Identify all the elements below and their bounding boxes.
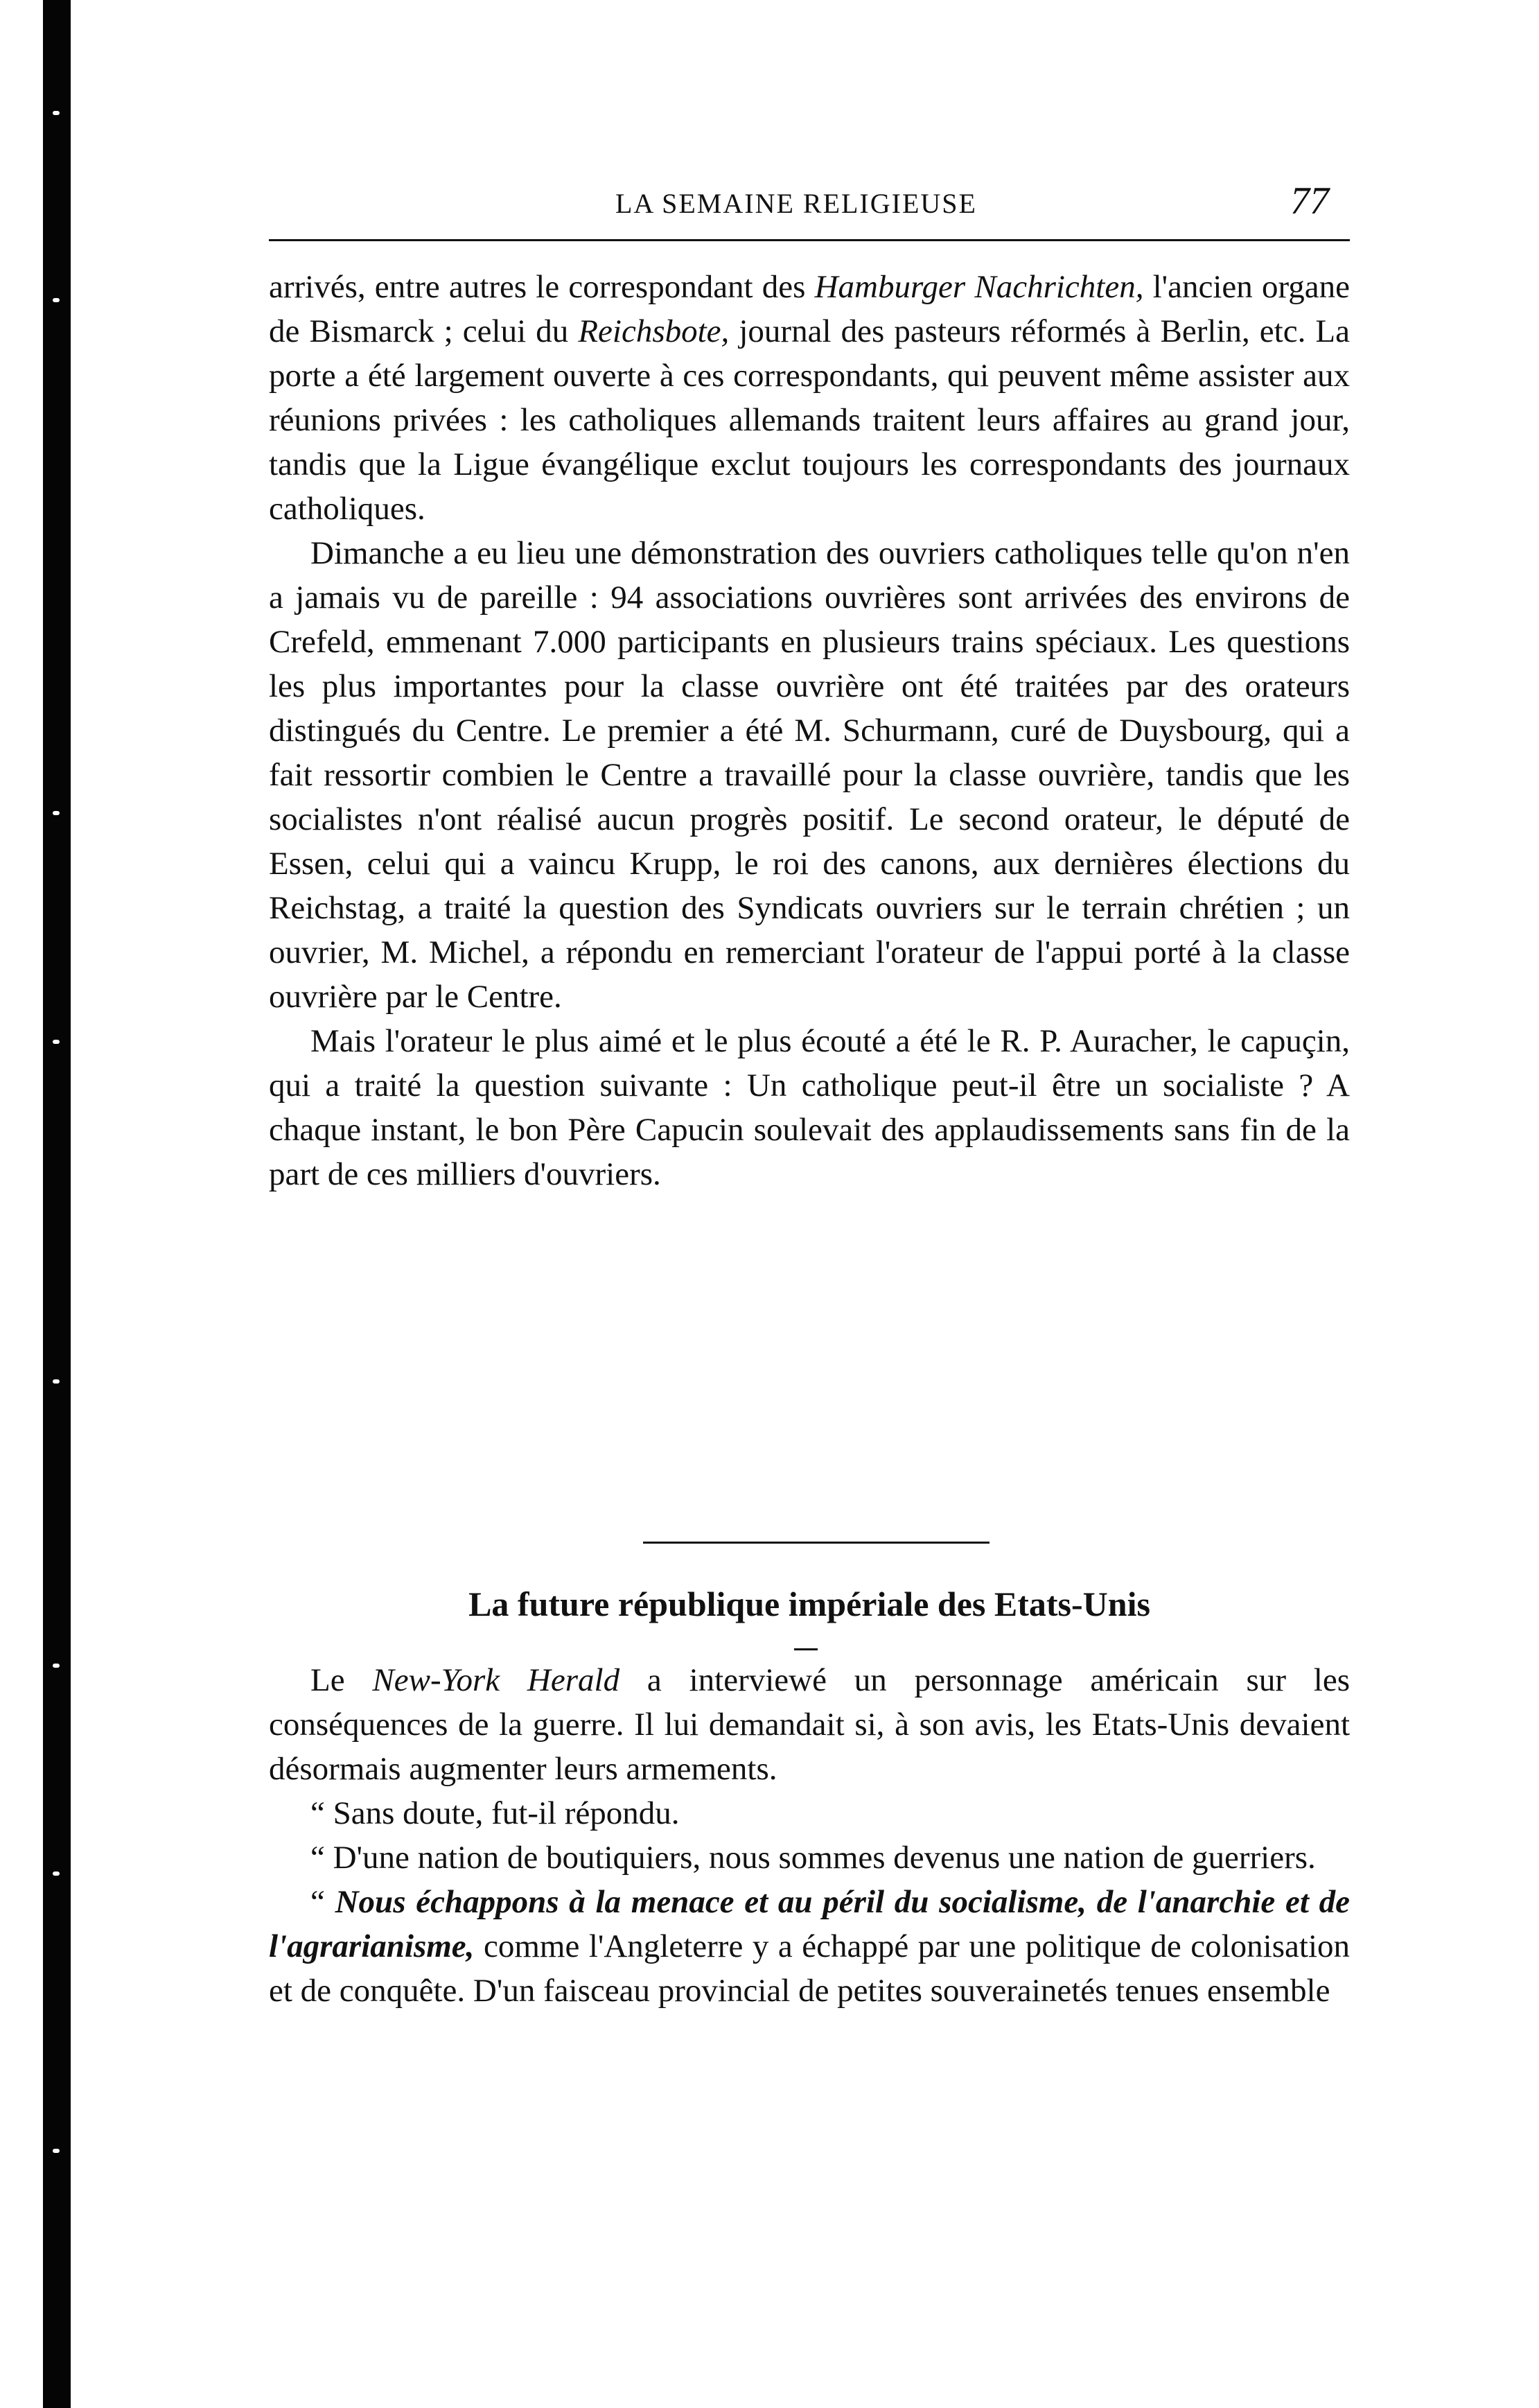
section-paragraph-1 xyxy=(269,1658,1350,1791)
binding-strip xyxy=(43,0,71,2408)
text-run: “ xyxy=(310,1884,335,1920)
paragraph-3: Mais l'orateur le plus aimé et le plus écouté a été le R. P. Auracher, le capuçin, qui a traité la question suivante : Un catholique peut-il être un socialiste ? A chaque instant, le bon Père Capucin soulevait des applaudissements sans fin de la part de ces milliers d'ouvriers. xyxy=(269,1023,1350,1192)
page-number: 77 xyxy=(1290,180,1329,223)
section-divider xyxy=(643,1542,990,1544)
running-title: LA SEMAINE RELIGIEUSE xyxy=(615,188,977,219)
text-run: arrivés, entre autres le correspondant des xyxy=(269,269,815,305)
newspaper-title: New-York Herald xyxy=(372,1662,620,1698)
section-paragraph-2: “ Sans doute, fut-il répondu. xyxy=(310,1795,680,1831)
header-rule xyxy=(269,239,1350,241)
text-run: comme l'Angleterre y a échappé par une politique de colonisation et de conquête. D'un faisceau provincial de petites souverainetés tenues ensemble xyxy=(269,1928,1350,2009)
section-body xyxy=(269,1658,1350,2013)
text-run: journal des pasteurs réformés à Berlin, etc. La porte a été largement ouverte à ces correspondants, qui peuvent même assister aux réunions privées : les catholiques allemands traitent leurs affaires au grand jour, tandis que la Ligue évangélique exclut toujours les correspondants des journaux catholiques. xyxy=(269,313,1350,527)
section-heading: La future république impériale des Etats-Unis xyxy=(468,1585,1150,1623)
newspaper-title: Hamburger Nachrichten, xyxy=(814,269,1144,305)
section-paragraph-3: “ D'une nation de boutiquiers, nous sommes devenus une nation de guerriers. xyxy=(310,1840,1316,1876)
heading-dash xyxy=(794,1648,818,1650)
text-run: Le xyxy=(310,1662,373,1698)
article-body xyxy=(269,265,1350,1196)
paragraph-1 xyxy=(269,265,1350,531)
newspaper-title: Reichsbote, xyxy=(578,313,730,349)
text-run: a interviewé un personnage américain sur les conséquences de la guerre. Il lui demandait si, à son avis, les Etats-Unis devaient désormais augmenter leurs armements. xyxy=(269,1662,1351,1787)
paragraph-2: Dimanche a eu lieu une démonstration des ouvriers catholiques telle qu'on n'en a jamais vu de pareille : 94 associations ouvrières sont arrivées des environs de Crefeld, emmenant 7.000 participants en plusieurs trains spéciaux. Les questions les plus importantes pour la classe ouvrière ont été traitées par des orateurs distingués du Centre. Le premier a été M. Schurmann, curé de Duysbourg, qui a fait ressortir combien le Centre a travaillé pour la classe ouvrière, tandis que les socialistes n'ont réalisé aucun progrès positif. Le second orateur, le député de Essen, celui qui a vaincu Krupp, le roi des canons, aux dernières élections du Reichstag, a traité la question des Syndicats ouvriers sur le terrain chrétien ; un ouvrier, M. Michel, a répondu en remerciant l'orateur de l'appui porté à la classe ouvrière par le Centre. xyxy=(269,535,1350,1015)
section-paragraph-4 xyxy=(269,1880,1350,2013)
quoted-emphasis: Nous échappons à la menace et au péril du socialisme, de l'anarchie et de l'agrarianisme, xyxy=(269,1884,1350,1964)
running-head xyxy=(269,179,1350,227)
text-run: l'ancien organe de Bismarck ; celui du xyxy=(269,269,1350,349)
